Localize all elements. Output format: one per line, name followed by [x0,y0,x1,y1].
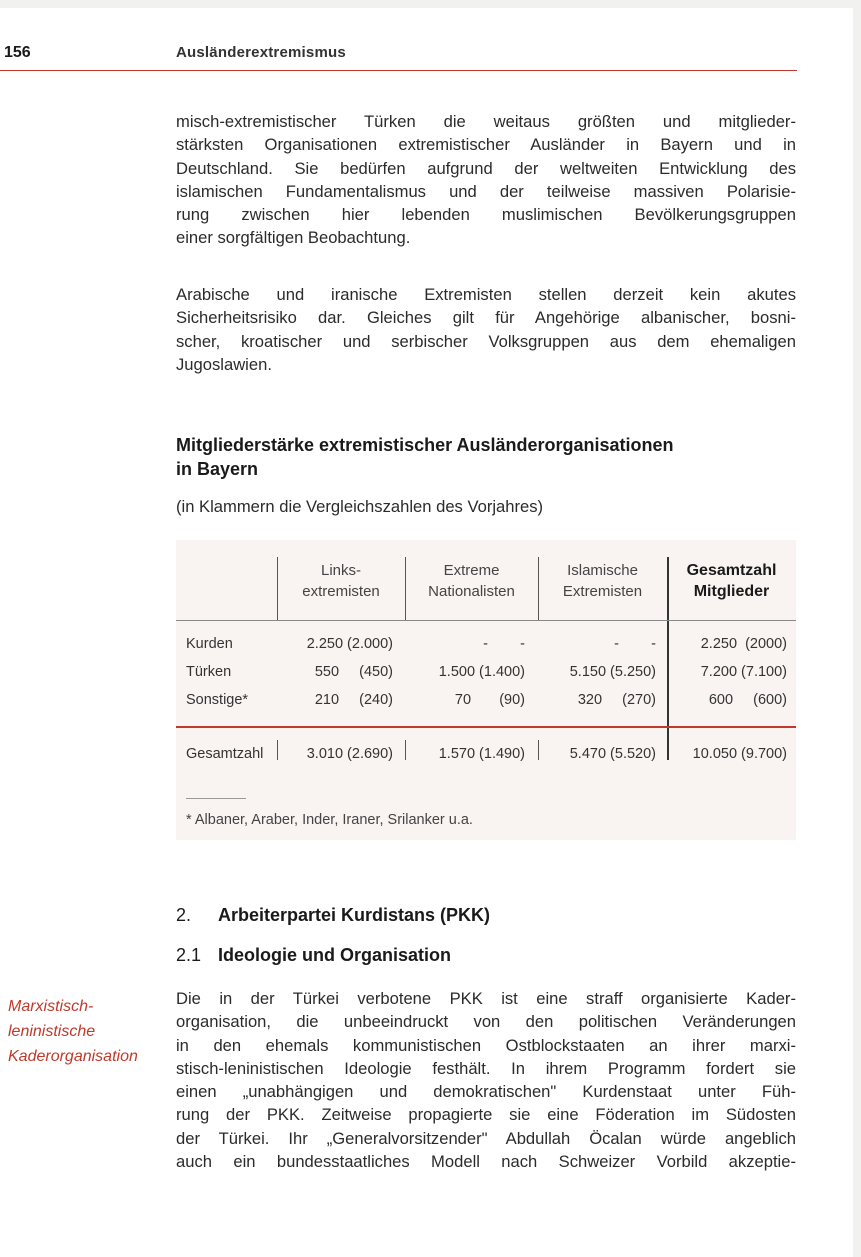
table-cell: 5.150 (5.250) [569,664,656,680]
section-title: Ideologie und Organisation [218,945,452,965]
column-header: Islamische Extremisten [562,562,643,600]
table-cell: 550 (450) [314,664,393,680]
column-header: Extreme Nationalisten [428,562,515,600]
section-title: Arbeiterpartei Kurdistans (PKK) [218,905,491,925]
margin-note-line: leninistische [8,1023,96,1040]
header-rule [176,620,796,621]
table-cell: 1.570 (1.490) [438,746,525,762]
table-cell: 2.250 (2000) [700,636,787,652]
table-cell: 600 (600) [708,692,787,708]
intro-paragraph [176,110,796,250]
text-line: Arabische und iranische Extremisten stellen derzeit kein akutes [176,285,796,304]
text-line: Die in der Türkei verbotene PKK ist eine straff organisierte Kader- [176,989,796,1008]
table-cell: 320 (270) [577,692,656,708]
text-line: rung der PKK. Zeitweise propagierte sie eine Föderation im Südosten [176,1105,796,1125]
row-label: Gesamtzahl [186,746,264,762]
margin-note [8,994,168,1069]
footnote-rule [186,798,246,799]
table-cell: - - [614,636,656,652]
table-cell: 10.050 (9.700) [692,746,787,762]
text-line: auch ein bundesstaatliches Modell nach Schweizer Vorbild akzeptie- [176,1152,796,1172]
text-line: Deutschland. Sie bedürfen aufgrund der weltweiten Entwicklung des [176,158,796,178]
table-title-line: in Bayern [176,459,259,479]
table-cell: 70 (90) [454,692,525,708]
table-cell: 7.200 (7.100) [700,664,787,680]
table-title [176,433,796,481]
document-page [0,8,853,1257]
text-line: in den ehemals kommunistischen Ostblockstaaten an ihrer marxi- [176,1035,796,1055]
table-cell: 2.250 (2.000) [306,636,393,652]
table-subtitle: (in Klammern die Vergleichszahlen des Vorjahres) [176,497,544,516]
row-label: Sonstige* [186,692,249,708]
page-header [0,44,797,71]
text-line: stärksten Organisationen extremistischer Ausländer in Bayern und in [176,135,796,155]
margin-note-line: Marxistisch- [8,998,94,1015]
text-line: der Türkei. Ihr „Generalvorsitzender" Abdullah Öcalan würde angeblich [176,1128,796,1148]
membership-table [176,540,796,840]
page-number: 156 [4,44,31,61]
table-cell: 3.010 (2.690) [306,746,393,762]
column-header: Links- extremisten [302,562,380,600]
second-paragraph [176,283,796,376]
table-title-line: Mitgliederstärke extremistischer Ausländerorganisationen [176,435,674,455]
running-head: Ausländerextremismus [176,44,346,61]
table-footnote: * Albaner, Araber, Inder, Iraner, Srilanker u.a. [186,812,473,828]
subsection-heading [176,945,451,966]
text-line: scher, kroatischer und serbischer Volksgruppen aus dem ehemaligen [176,331,796,351]
text-line: misch-extremistischer Türken die weitaus größten und mitglieder- [176,112,796,131]
margin-note-line: Kaderorganisation [8,1048,138,1065]
section-number: 2. [176,905,192,925]
text-line: islamischen Fundamentalismus und der teilweise massiven Polarisie- [176,181,796,201]
section-number: 2.1 [176,945,202,965]
table-cell: 1.500 (1.400) [438,664,525,680]
row-label: Türken [186,664,232,680]
section-heading [176,905,490,926]
column-header: Gesamtzahl Mitglieder [686,562,777,600]
text-line: einer sorgfältigen Beobachtung. [176,228,411,248]
table-cell: 5.470 (5.520) [569,746,656,762]
pkk-paragraph [176,987,796,1173]
text-line: Sicherheitsrisiko dar. Gleiches gilt für Angehörige albanischer, bosni- [176,308,796,328]
text-line: stisch-leninistischen Ideologie festhält. In ihrem Programm fordert sie [176,1058,796,1078]
row-label: Kurden [186,636,233,652]
table-cell: 210 (240) [314,692,393,708]
text-line: organisation, die unbeeindruckt von den politischen Veränderungen [176,1012,796,1032]
table-cell: - - [483,636,525,652]
text-line: rung zwischen hier lebenden muslimischen Bevölkerungsgruppen [176,205,796,225]
text-line: Jugoslawien. [176,354,272,374]
text-line: einen „unabhängigen und demokratischen" Kurdenstaat unter Füh- [176,1082,796,1102]
total-rule [176,726,796,728]
